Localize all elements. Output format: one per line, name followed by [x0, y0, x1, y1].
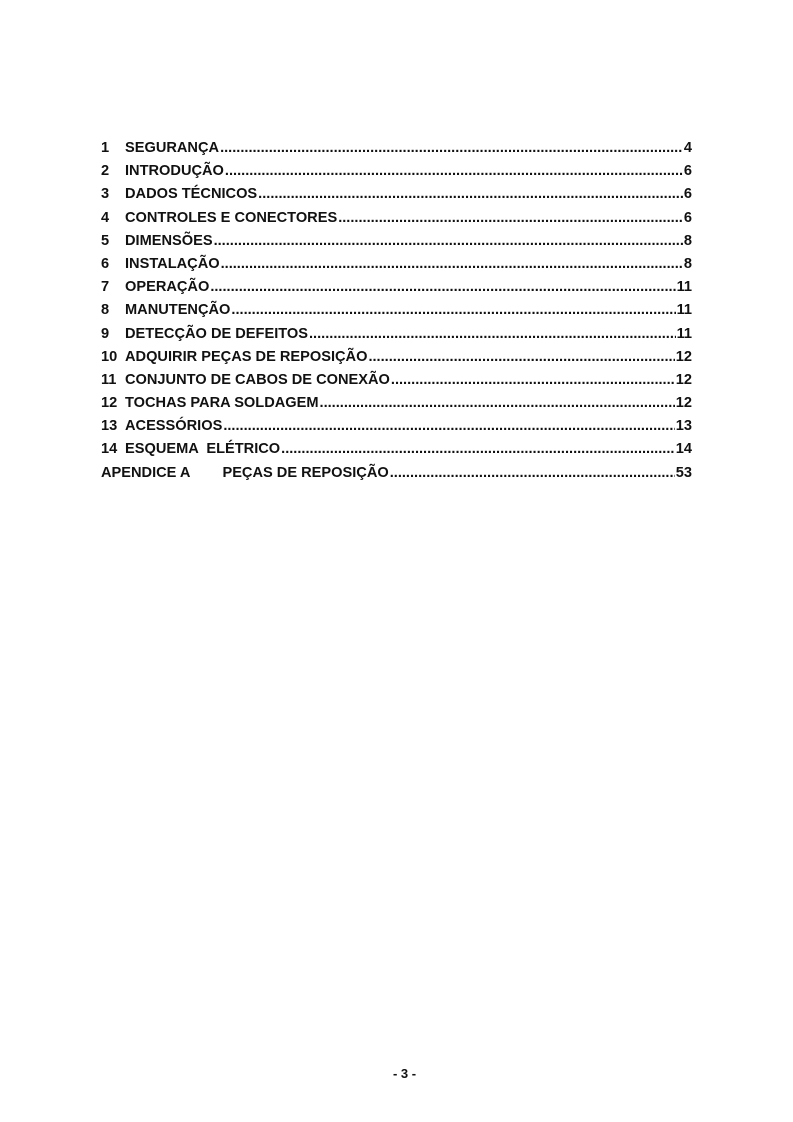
toc-dot-leader	[258, 183, 683, 206]
toc-entry-operacao[interactable]	[101, 276, 692, 299]
toc-appendix-label: APENDICE A	[101, 464, 191, 481]
toc-entry-page: 12	[675, 395, 692, 412]
toc-entry-instalacao[interactable]	[101, 253, 692, 276]
toc-entry-page: 13	[675, 418, 692, 435]
toc-dot-leader	[221, 253, 683, 276]
toc-entry-deteccao-de-defeitos[interactable]	[101, 323, 692, 346]
toc-entry-number: 13	[101, 418, 118, 435]
toc-entry-number: 6	[101, 255, 110, 272]
toc-entry-adquirir-pecas[interactable]	[101, 346, 692, 369]
toc-entry-page: 11	[676, 302, 692, 319]
toc-entry-number: 12	[101, 395, 118, 412]
toc-entry-seguranca[interactable]	[101, 137, 692, 160]
toc-entry-number: 11	[101, 371, 117, 388]
toc-entry-controles-e-conectores[interactable]	[101, 207, 692, 230]
toc-entry-title: CONJUNTO DE CABOS DE CONEXÃO	[125, 371, 390, 388]
toc-entry-introducao[interactable]	[101, 160, 692, 183]
toc-entry-number: 14	[101, 441, 118, 458]
toc-dot-leader	[320, 392, 675, 415]
toc-dot-leader	[225, 160, 683, 183]
toc-entry-title: ACESSÓRIOS	[125, 418, 223, 435]
toc-dot-leader	[281, 438, 675, 461]
toc-entry-number: 2	[101, 163, 110, 180]
page-number: - 3 -	[392, 1066, 417, 1081]
toc-entry-title: DETECÇÃO DE DEFEITOS	[125, 325, 308, 342]
toc-entry-page: 6	[683, 163, 692, 180]
toc-entry-page: 8	[683, 232, 692, 249]
toc-entry-number: 8	[101, 302, 110, 319]
toc-entry-title: DADOS TÉCNICOS	[125, 186, 258, 203]
toc-entry-apendice-a[interactable]	[101, 462, 692, 485]
toc-entry-title: ESQUEMA ELÉTRICO	[125, 441, 281, 458]
toc-entry-page: 11	[676, 325, 692, 342]
toc-entry-page: 11	[676, 279, 692, 296]
toc-entry-title: ADQUIRIR PEÇAS DE REPOSIÇÃO	[125, 348, 368, 365]
toc-dot-leader	[338, 207, 683, 230]
toc-entry-page: 6	[683, 186, 692, 203]
toc-entry-page: 4	[683, 140, 692, 156]
toc-dot-leader	[220, 137, 683, 160]
toc-dot-leader	[210, 276, 675, 299]
toc-dot-leader	[368, 346, 674, 369]
toc-entry-page: 12	[675, 348, 692, 365]
toc-dot-leader	[309, 323, 676, 346]
page-footer	[0, 1066, 793, 1081]
table-of-contents	[101, 137, 692, 485]
toc-entry-title: SEGURANÇA	[125, 140, 220, 156]
toc-entry-number: 7	[101, 279, 110, 296]
toc-dot-leader	[391, 369, 675, 392]
toc-entry-title: DIMENSÕES	[125, 232, 213, 249]
toc-entry-title: CONTROLES E CONECTORES	[125, 209, 338, 226]
toc-entry-number: 3	[101, 186, 110, 203]
toc-entry-dados-tecnicos[interactable]	[101, 183, 692, 206]
toc-entry-number: 4	[101, 209, 110, 226]
toc-entry-number: 10	[101, 348, 118, 365]
toc-dot-leader	[214, 230, 683, 253]
toc-entry-dimensoes[interactable]	[101, 230, 692, 253]
toc-dot-leader	[390, 462, 675, 485]
toc-entry-page: 53	[675, 464, 692, 481]
toc-entry-tochas-para-soldagem[interactable]	[101, 392, 692, 415]
toc-entry-page: 14	[675, 441, 692, 458]
toc-entry-title: INTRODUÇÃO	[125, 163, 224, 180]
toc-entry-number: 1	[101, 140, 110, 156]
toc-entry-title: MANUTENÇÃO	[125, 302, 231, 319]
toc-dot-leader	[231, 299, 675, 322]
toc-entry-title: PEÇAS DE REPOSIÇÃO	[222, 464, 389, 481]
toc-entry-number: 5	[101, 232, 110, 249]
toc-entry-esquema-eletrico[interactable]	[101, 438, 692, 461]
toc-dot-leader	[223, 415, 674, 438]
toc-entry-page: 12	[675, 371, 692, 388]
toc-entry-title: INSTALAÇÃO	[125, 255, 220, 272]
toc-entry-manutencao[interactable]	[101, 299, 692, 322]
toc-entry-number: 9	[101, 325, 110, 342]
toc-entry-acessorios[interactable]	[101, 415, 692, 438]
toc-entry-conjunto-de-cabos[interactable]	[101, 369, 692, 392]
toc-entry-title: TOCHAS PARA SOLDAGEM	[125, 395, 319, 412]
toc-entry-page: 6	[683, 209, 692, 226]
toc-entry-page: 8	[683, 255, 692, 272]
toc-entry-title: OPERAÇÃO	[125, 279, 210, 296]
